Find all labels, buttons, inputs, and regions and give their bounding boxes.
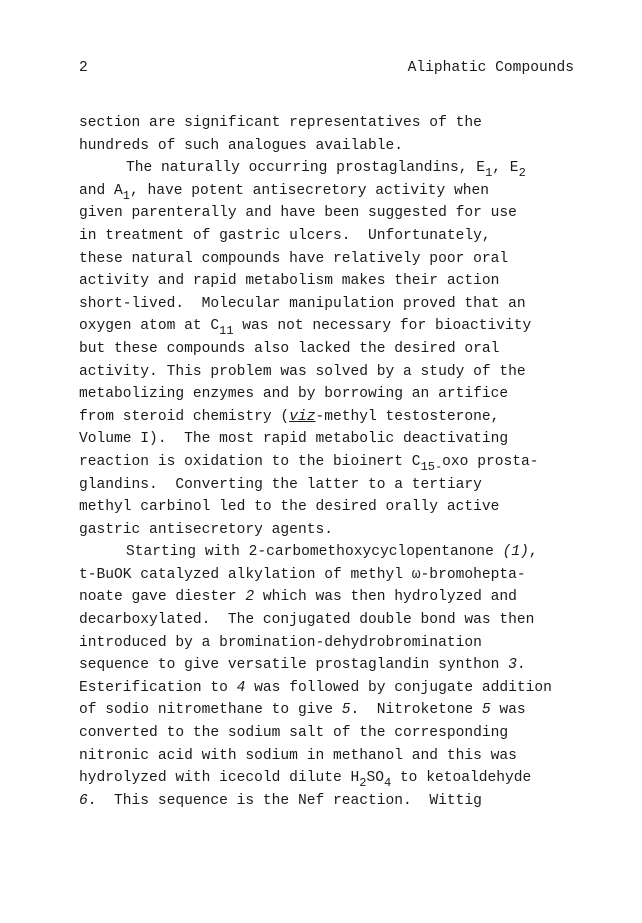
text-line: hundreds of such analogues available. xyxy=(79,137,404,154)
text-line: 6. This sequence is the Nef reaction. Wittig xyxy=(79,792,482,809)
text-line: gastric antisecretory agents. xyxy=(79,521,333,538)
text-line: converted to the sodium salt of the corresponding xyxy=(79,725,509,742)
text-line: section are significant representatives of the xyxy=(79,115,482,131)
text-line: and $A_1$, have potent antisecretory activity when xyxy=(79,182,490,203)
text-line: oxygen atom at $C_{11}$ was not necessary for bioactivity xyxy=(79,318,532,339)
text-line: sequence to give versatile prostaglandin synthon 3. xyxy=(79,657,526,674)
text-line: but these compounds also lacked the desired oral xyxy=(79,340,500,357)
text-line: methyl carbinol led to the desired orally active xyxy=(79,499,500,516)
text-line: introduced by a bromination-dehydrobromination xyxy=(79,634,482,651)
text-line: decarboxylated. The conjugated double bond was then xyxy=(79,612,535,629)
page-number: 2 xyxy=(79,60,88,76)
text-line: short-lived. Molecular manipulation proved that an xyxy=(79,295,526,312)
text-line: reaction is oxidation to the bioinert $C_{15-}oxo$ prosta- xyxy=(79,453,539,474)
text-line: The naturally occurring prostaglandins, $E_1$, $E_2$ xyxy=(126,160,526,181)
page-header xyxy=(79,57,574,79)
text-line: nitronic acid with sodium in methanol and this was xyxy=(79,747,517,764)
text-line: these natural compounds have relatively poor oral xyxy=(79,250,509,267)
text-line: glandins. Converting the latter to a tertiary xyxy=(79,476,482,493)
body-text xyxy=(79,112,579,812)
text-line: activity and rapid metabolism makes their action xyxy=(79,273,500,290)
text-line: hydrolyzed with icecold dilute $H_2SO_4$ to ketoaldehyde xyxy=(79,770,532,791)
text-line: given parenterally and have been suggested for use xyxy=(79,205,517,222)
running-head: Aliphatic Compounds xyxy=(407,60,574,76)
text-line: Starting with 2-carbomethoxycyclopentanone (1), xyxy=(126,544,538,561)
text-line: t-BuOK catalyzed alkylation of methyl ω-bromohepta- xyxy=(79,566,526,583)
text-line: in treatment of gastric ulcers. Unfortunately, xyxy=(79,227,491,244)
text-line: metabolizing enzymes and by borrowing an artifice xyxy=(79,386,509,403)
text-line: Esterification to 4 was followed by conjugate addition xyxy=(79,679,552,696)
text-line: noate gave diester 2 which was then hydrolyzed and xyxy=(79,589,517,606)
text-line: Volume I). The most rapid metabolic deactivating xyxy=(79,431,509,448)
text-line: activity. This problem was solved by a study of the xyxy=(79,363,526,380)
text-line: from steroid chemistry (viz-methyl testosterone, xyxy=(79,408,500,425)
text-line: of sodio nitromethane to give 5. Nitroketone 5 was xyxy=(79,702,526,719)
